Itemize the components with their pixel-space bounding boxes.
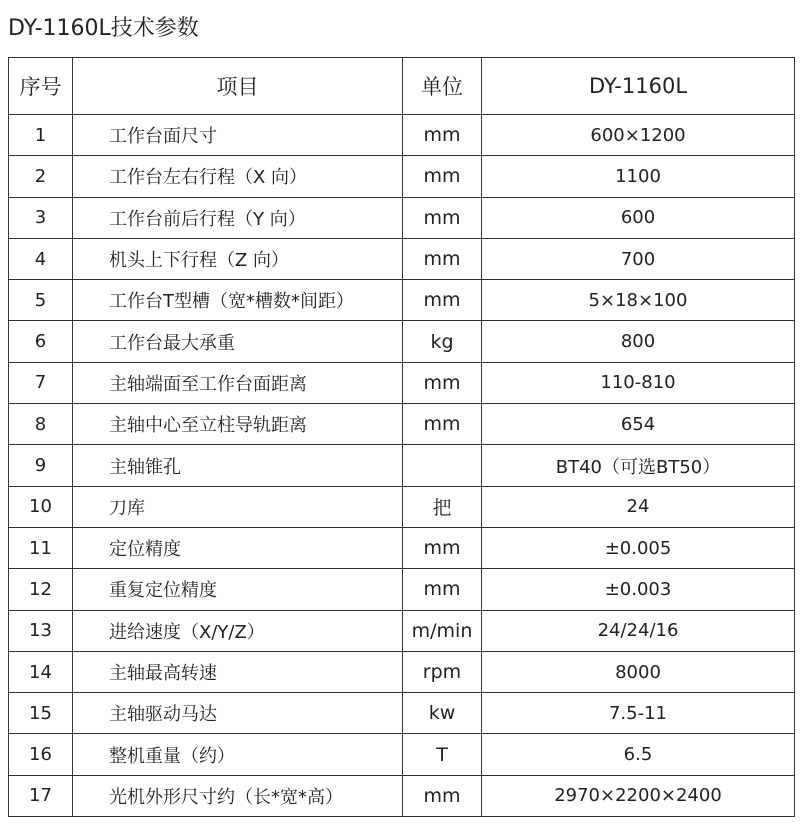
row-item: 工作台面尺寸 (73, 115, 403, 156)
header-unit: 单位 (403, 58, 482, 115)
row-value: ±0.005 (482, 527, 795, 568)
row-item: 主轴端面至工作台面距离 (73, 362, 403, 403)
row-unit: mm (403, 280, 482, 321)
spec-table (8, 57, 795, 817)
row-index: 11 (9, 527, 73, 568)
row-index: 6 (9, 321, 73, 362)
row-unit: T (403, 734, 482, 775)
header-value: DY-1160L (482, 58, 795, 115)
row-value: ±0.003 (482, 569, 795, 610)
row-unit (403, 445, 482, 486)
page-title: DY-1160L技术参数 (8, 16, 199, 41)
row-item: 工作台T型槽（宽*槽数*间距） (73, 280, 403, 321)
row-unit: mm (403, 404, 482, 445)
row-item: 进给速度（X/Y/Z） (73, 610, 403, 651)
row-index: 5 (9, 280, 73, 321)
row-item: 工作台左右行程（X 向） (73, 156, 403, 197)
table-row (9, 445, 795, 486)
row-index: 12 (9, 569, 73, 610)
row-unit: mm (403, 775, 482, 816)
row-index: 2 (9, 156, 73, 197)
row-unit: mm (403, 238, 482, 279)
row-value: 110-810 (482, 362, 795, 403)
row-index: 8 (9, 404, 73, 445)
table-row (9, 527, 795, 568)
row-item: 主轴中心至立柱导轨距离 (73, 404, 403, 445)
table-header-row (9, 58, 795, 115)
table-row (9, 115, 795, 156)
table-row (9, 404, 795, 445)
row-unit: kg (403, 321, 482, 362)
row-index: 17 (9, 775, 73, 816)
row-index: 16 (9, 734, 73, 775)
row-value: 1100 (482, 156, 795, 197)
table-row (9, 651, 795, 692)
row-value: 2970×2200×2400 (482, 775, 795, 816)
row-value: 700 (482, 238, 795, 279)
row-item: 主轴驱动马达 (73, 693, 403, 734)
row-unit: mm (403, 156, 482, 197)
row-value: 24/24/16 (482, 610, 795, 651)
row-item: 重复定位精度 (73, 569, 403, 610)
row-unit: m/min (403, 610, 482, 651)
table-row (9, 238, 795, 279)
table-row (9, 197, 795, 238)
table-row (9, 775, 795, 816)
row-unit: kw (403, 693, 482, 734)
header-index: 序号 (9, 58, 73, 115)
row-index: 9 (9, 445, 73, 486)
row-unit: mm (403, 569, 482, 610)
row-index: 7 (9, 362, 73, 403)
row-value: 24 (482, 486, 795, 527)
row-index: 1 (9, 115, 73, 156)
row-item: 光机外形尺寸约（长*宽*高） (73, 775, 403, 816)
table-row (9, 321, 795, 362)
table-row (9, 569, 795, 610)
table-row (9, 693, 795, 734)
row-index: 4 (9, 238, 73, 279)
table-row (9, 610, 795, 651)
table-row (9, 280, 795, 321)
row-value: 654 (482, 404, 795, 445)
row-value: 600 (482, 197, 795, 238)
row-item: 工作台前后行程（Y 向） (73, 197, 403, 238)
row-value: 5×18×100 (482, 280, 795, 321)
row-index: 3 (9, 197, 73, 238)
row-value: 800 (482, 321, 795, 362)
row-value: 7.5-11 (482, 693, 795, 734)
row-unit: rpm (403, 651, 482, 692)
table-row (9, 734, 795, 775)
row-index: 15 (9, 693, 73, 734)
row-unit: mm (403, 362, 482, 403)
row-item: 刀库 (73, 486, 403, 527)
row-value: 600×1200 (482, 115, 795, 156)
row-item: 定位精度 (73, 527, 403, 568)
row-value: 6.5 (482, 734, 795, 775)
table-row (9, 486, 795, 527)
table-row (9, 156, 795, 197)
row-value: 8000 (482, 651, 795, 692)
row-item: 主轴最高转速 (73, 651, 403, 692)
row-item: 主轴锥孔 (73, 445, 403, 486)
row-unit: mm (403, 197, 482, 238)
row-value: BT40（可选BT50） (482, 445, 795, 486)
table-row (9, 362, 795, 403)
row-index: 10 (9, 486, 73, 527)
row-unit: mm (403, 115, 482, 156)
table-body (9, 115, 795, 817)
row-item: 工作台最大承重 (73, 321, 403, 362)
row-unit: mm (403, 527, 482, 568)
row-item: 机头上下行程（Z 向） (73, 238, 403, 279)
row-item: 整机重量（约） (73, 734, 403, 775)
row-index: 13 (9, 610, 73, 651)
row-index: 14 (9, 651, 73, 692)
row-unit: 把 (403, 486, 482, 527)
header-item: 项目 (73, 58, 403, 115)
